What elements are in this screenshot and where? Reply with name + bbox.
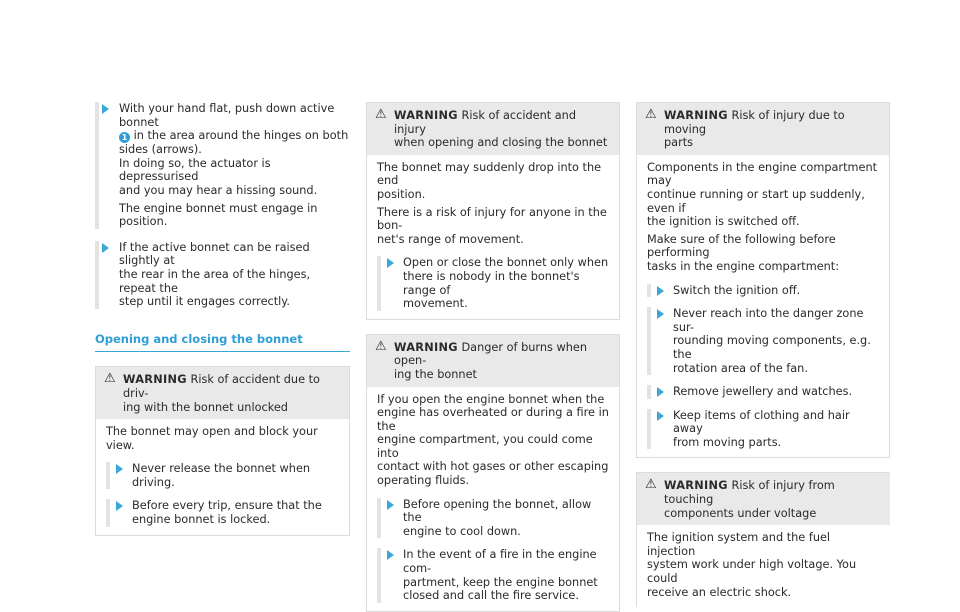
arrow-bullet-icon (657, 309, 664, 319)
warning-box (366, 334, 620, 612)
column-1 (95, 102, 350, 536)
warning-body: Components in the engine compartment may continue running or start up suddenly, even if the ignition is switched off. Make sure of the following before performing tasks in the engine compartment: Switch the ignition off. Never reach into the danger zone sur- rounding moving components, e.g. the rotation area of the fan. Remove jewellery and watches. Keep items of clothing and hair away from moving parts. (647, 160, 878, 449)
arrow-bullet-icon (657, 387, 664, 397)
column-2 (366, 102, 620, 612)
arrow-bullet-icon (387, 550, 394, 560)
arrow-bullet-icon (657, 286, 664, 296)
warning-body: The ignition system and the fuel injection system work under high voltage. You could receive an electric shock. (647, 531, 857, 599)
arrow-bullet-icon (102, 104, 109, 114)
warning-step: Before opening the bonnet, allow the engine to cool down. (377, 498, 609, 539)
warning-header: ⚠ WARNING Risk of injury due to moving parts (637, 103, 889, 155)
arrow-bullet-icon (387, 500, 394, 510)
warning-step: Open or close the bonnet only when there is nobody in the bonnet's range of movement. (377, 256, 609, 310)
warning-box (366, 102, 620, 320)
instruction-step-1: With your hand flat, push down active bonnet 1 in the area around the hinges on both sides (arrows). In doing so, the actuator is depressurised and you may hear a hissing sound. The engine bonnet must engage in position. (95, 102, 350, 229)
warning-step: Switch the ignition off. (647, 284, 879, 298)
warning-body: The bonnet may open and block your view. Never release the bonnet when driving. Before every trip, ensure that the engine bonnet is locked. (96, 419, 349, 535)
warning-triangle-icon: ⚠ (375, 107, 387, 122)
warning-triangle-icon: ⚠ (645, 477, 657, 493)
step-note: The engine bonnet must engage in position. (119, 201, 318, 229)
warning-header: ⚠ WARNING Risk of injury from touching components under voltage (637, 473, 890, 525)
warning-step: Never reach into the danger zone sur- rounding moving components, e.g. the rotation area of the fan. (647, 307, 879, 375)
warning-body: If you open the engine bonnet when the engine has overheated or during a fire in the engine compartment, you could come into contact with hot gases or other escaping operating fluids. Before opening the bonnet, allow the engine to cool down. In the event of a fire in the engine com- partment, keep the engine bonnet closed and call the fire service. (377, 392, 609, 603)
section-heading: Opening and closing the bonnet (95, 333, 350, 353)
warning-header: ⚠ WARNING Risk of accident and injury when opening and closing the bonnet (367, 103, 619, 155)
callout-1-icon: 1 (119, 132, 130, 143)
arrow-bullet-icon (116, 501, 123, 511)
warning-step: In the event of a fire in the engine com- partment, keep the engine bonnet closed and call the fire service. (377, 548, 609, 602)
warning-triangle-icon: ⚠ (645, 107, 657, 122)
arrow-bullet-icon (116, 464, 123, 474)
column-3 (636, 102, 890, 607)
warning-triangle-icon: ⚠ (104, 371, 116, 387)
arrow-bullet-icon (102, 243, 109, 253)
warning-header: ⚠ WARNING Danger of burns when open- ing the bonnet (367, 335, 619, 387)
warning-step: Keep items of clothing and hair away from moving parts. (647, 409, 879, 450)
warning-step: Before every trip, ensure that the engine bonnet is locked. (106, 499, 339, 526)
warning-step: Remove jewellery and watches. (647, 385, 879, 399)
arrow-bullet-icon (387, 258, 394, 268)
instruction-step-2: If the active bonnet can be raised slightly at the rear in the area of the hinges, repeat the step until it engages correctly. (95, 241, 350, 309)
warning-header: ⚠ WARNING Risk of accident due to driv- ing with the bonnet unlocked (96, 367, 349, 419)
warning-box (95, 366, 350, 535)
warning-body: The bonnet may suddenly drop into the end position. There is a risk of injury for anyone in the bon- net's range of movement. Open or close the bonnet only when there is nobody in the bonnet's range of movement. (377, 160, 609, 311)
warning-triangle-icon: ⚠ (375, 338, 387, 354)
warning-step: Never release the bonnet when driving. (106, 462, 339, 489)
arrow-bullet-icon (657, 411, 664, 421)
warning-box (636, 472, 890, 607)
warning-box (636, 102, 890, 458)
